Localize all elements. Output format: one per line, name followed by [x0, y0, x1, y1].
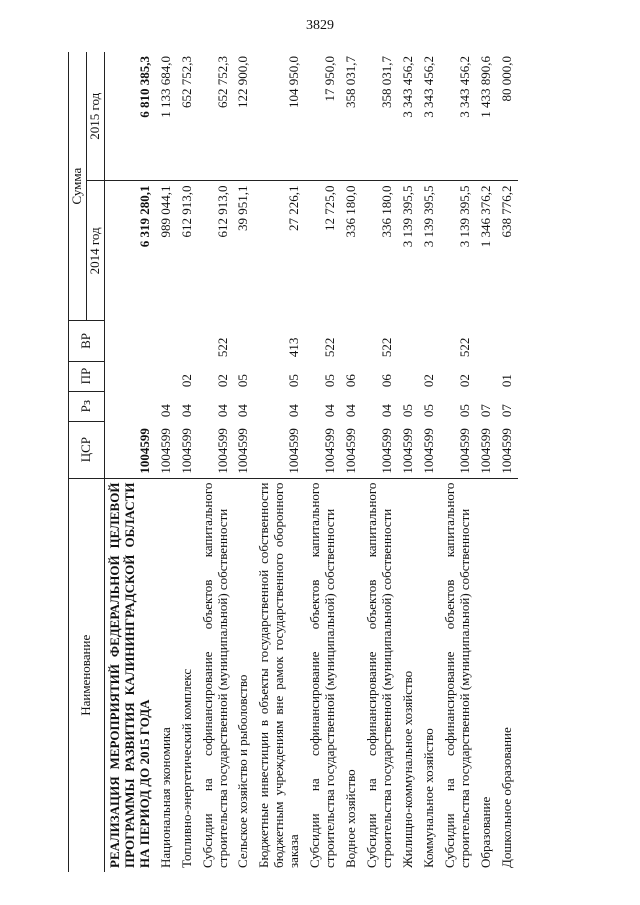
cell-pr: 05	[286, 374, 302, 388]
cell-rz: 04	[286, 404, 302, 418]
cell-name: Бюджетные инвестиции в объекты государственной собственности бюджетным учреждениям вне рамок государственного оборонного заказа	[254, 478, 305, 872]
cell-csr: 1004599	[477, 428, 493, 474]
cell-sum-2014: 638 776,2	[497, 181, 518, 321]
cell-sum-2014: 612 913,0	[198, 181, 234, 321]
header-sum: Сумма	[69, 52, 87, 321]
cell-csr: 1004599	[456, 428, 472, 474]
cell-rz: 05	[420, 404, 436, 418]
cell-sum-2014: 3 139 395,5	[419, 181, 440, 321]
table-row	[305, 52, 341, 872]
cell-csr: 1004599	[157, 428, 173, 474]
table-row	[198, 52, 234, 872]
table-body	[104, 52, 517, 872]
cell-pr: 05	[235, 374, 251, 388]
cell-sum-2014: 989 044,1	[156, 181, 177, 321]
cell-rz: 04	[343, 404, 359, 418]
cell-name: Субсидии на софинансирование объектов капитального строительства государственной (муниципальной) собственности	[362, 478, 398, 872]
cell-pr: 02	[214, 374, 230, 388]
cell-vr	[398, 321, 419, 361]
cell-sum-2014: 336 180,0	[341, 181, 362, 321]
cell-vr	[341, 321, 362, 361]
header-name: Наименование	[69, 478, 105, 872]
cell-csr: 1004599	[136, 428, 152, 474]
cell-rz: 04	[235, 404, 251, 418]
cell-name: РЕАЛИЗАЦИЯ МЕРОПРИЯТИЙ ФЕДЕРАЛЬНОЙ ЦЕЛЕВОЙ ПРОГРАММЫ РАЗВИТИЯ КАЛИНИНГРАДСКОЙ ОБЛАСТИ НА ПЕРИОД ДО 2015 ГОДА	[104, 478, 155, 872]
header-year-2014: 2014 год	[86, 181, 104, 321]
cell-vr	[156, 321, 177, 361]
cell-csr: 1004599	[343, 428, 359, 474]
cell-csr: 1004599	[214, 428, 230, 474]
cell-vr	[104, 321, 155, 361]
table-row	[104, 52, 155, 872]
cell-name: Сельское хозяйство и рыболовство	[233, 478, 254, 872]
cell-vr	[497, 321, 518, 361]
cell-vr	[419, 321, 440, 361]
cell-sum-2014: 6 319 280,1	[104, 181, 155, 321]
cell-pr: 01	[498, 374, 514, 388]
cell-pr: 06	[378, 374, 394, 388]
cell-vr	[177, 321, 198, 361]
cell-vr: 413	[286, 337, 302, 358]
table-row	[362, 52, 398, 872]
cell-rz: 04	[322, 404, 338, 418]
cell-sum-2015: 358 031,7	[378, 56, 394, 108]
cell-name: Жилищно-коммунальное хозяйство	[398, 478, 419, 872]
header-csr: ЦСР	[69, 421, 105, 478]
table-row	[440, 52, 476, 872]
cell-name: Коммунальное хозяйство	[419, 478, 440, 872]
table-row	[156, 52, 177, 872]
cell-sum-2014: 39 951,1	[233, 181, 254, 321]
cell-vr: 522	[322, 337, 338, 358]
cell-sum-2014: 27 226,1	[254, 181, 305, 321]
cell-rz	[104, 391, 155, 421]
cell-pr	[104, 361, 155, 391]
header-pr: ПР	[69, 361, 105, 391]
cell-rz: 05	[456, 404, 472, 418]
cell-vr: 522	[378, 337, 394, 358]
cell-csr: 1004599	[286, 428, 302, 474]
cell-csr: 1004599	[420, 428, 436, 474]
cell-name: Образование	[476, 478, 497, 872]
cell-pr: 02	[420, 374, 436, 388]
cell-rz: 05	[399, 404, 415, 418]
cell-sum-2015: 1 133 684,0	[157, 56, 173, 118]
table-row	[254, 52, 305, 872]
cell-csr: 1004599	[378, 428, 394, 474]
cell-sum-2015: 3 343 456,2	[456, 56, 472, 118]
table-row	[497, 52, 518, 872]
cell-name: Субсидии на софинансирование объектов капитального строительства государственной (муниципальной) собственности	[305, 478, 341, 872]
cell-sum-2015: 358 031,7	[343, 56, 359, 108]
cell-name: Субсидии на софинансирование объектов капитального строительства государственной (муниципальной) собственности	[198, 478, 234, 872]
cell-vr: 522	[456, 337, 472, 358]
cell-pr	[476, 361, 497, 391]
cell-sum-2015: 652 752,3	[214, 56, 230, 108]
cell-sum-2014: 3 139 395,5	[398, 181, 419, 321]
header-rz: Рз	[69, 391, 105, 421]
cell-csr: 1004599	[498, 428, 514, 474]
cell-sum-2015: 652 752,3	[178, 56, 194, 108]
cell-csr: 1004599	[322, 428, 338, 474]
cell-csr: 1004599	[235, 428, 251, 474]
cell-csr: 1004599	[178, 428, 194, 474]
cell-pr	[398, 361, 419, 391]
table-row	[233, 52, 254, 872]
cell-name: Субсидии на софинансирование объектов капитального строительства государственной (муниципальной) собственности	[440, 478, 476, 872]
cell-sum-2014: 3 139 395,5	[440, 181, 476, 321]
cell-vr: 522	[214, 337, 230, 358]
table-header-row	[69, 52, 87, 872]
cell-pr: 06	[343, 374, 359, 388]
cell-rz: 07	[477, 404, 493, 418]
table-row	[476, 52, 497, 872]
cell-sum-2015: 3 343 456,2	[420, 56, 436, 118]
cell-name: Национальная экономика	[156, 478, 177, 872]
cell-sum-2015: 80 000,0	[498, 56, 514, 102]
page-number: 3829	[306, 18, 334, 33]
cell-sum-2015: 1 433 890,6	[477, 56, 493, 118]
cell-sum-2015: 104 950,0	[286, 56, 302, 108]
cell-sum-2015: 6 810 385,3	[136, 56, 152, 118]
cell-rz: 04	[378, 404, 394, 418]
table-row	[398, 52, 419, 872]
cell-sum-2014: 1 346 376,2	[476, 181, 497, 321]
budget-table	[68, 52, 518, 872]
cell-vr	[233, 321, 254, 361]
cell-sum-2014: 336 180,0	[362, 181, 398, 321]
cell-pr: 05	[322, 374, 338, 388]
cell-sum-2014: 12 725,0	[305, 181, 341, 321]
cell-rz: 07	[498, 404, 514, 418]
cell-sum-2015: 17 950,0	[322, 56, 338, 102]
cell-pr: 02	[178, 374, 194, 388]
table-row	[177, 52, 198, 872]
header-year-2015: 2015 год	[86, 52, 104, 181]
cell-sum-2015: 122 900,0	[235, 56, 251, 108]
rotated-table-container	[68, 52, 568, 872]
cell-sum-2015: 3 343 456,2	[399, 56, 415, 118]
cell-pr	[156, 361, 177, 391]
cell-name: Дошкольное образование	[497, 478, 518, 872]
cell-rz: 04	[157, 404, 173, 418]
table-row	[341, 52, 362, 872]
cell-name: Водное хозяйство	[341, 478, 362, 872]
cell-csr: 1004599	[399, 428, 415, 474]
cell-rz: 04	[214, 404, 230, 418]
cell-vr	[476, 321, 497, 361]
cell-sum-2014: 612 913,0	[177, 181, 198, 321]
header-vr: ВР	[69, 321, 105, 361]
cell-name: Топливно-энергетический комплекс	[177, 478, 198, 872]
cell-rz: 04	[178, 404, 194, 418]
cell-pr: 02	[456, 374, 472, 388]
table-row	[419, 52, 440, 872]
